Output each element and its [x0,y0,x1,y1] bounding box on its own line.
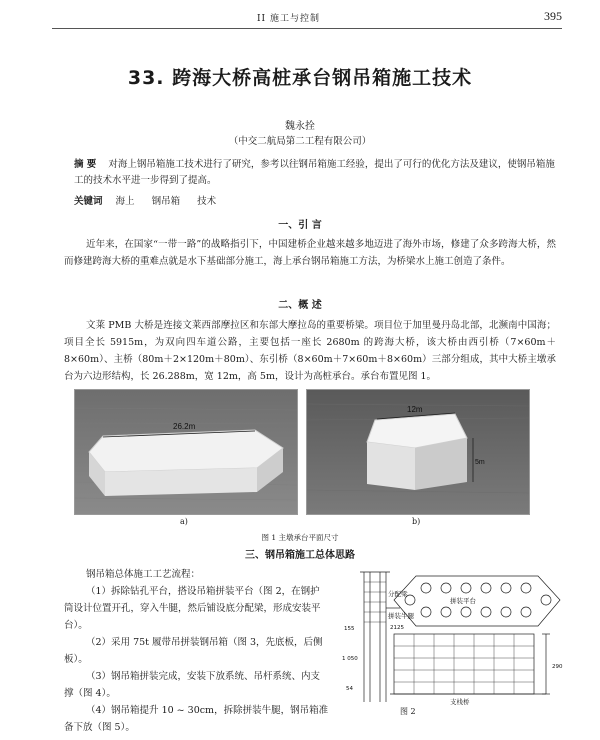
section-heading-approach: 三、钢吊箱施工总体思路 [245,550,355,561]
process-step: （4）钢吊箱提升 10 ~ 30cm，拆除拼装牛腿，钢吊箱准备下放（图 5）。 [64,705,329,733]
figure1-caption: 图 1 主墩承台平面尺寸 [261,533,339,542]
assembly-platform-drawing [340,568,570,708]
label-beam: 分配梁 [388,590,408,598]
figure2-caption: 图 2 [400,707,416,716]
abstract-text: 对海上钢吊箱施工技术进行了研究，参考以往钢吊箱施工经验，提出了可行的优化方法及建议，使钢吊箱施工的技术水平进一步得到了提高。 [74,159,555,186]
process-intro: 钢吊箱总体施工工艺流程： [86,569,201,580]
dim-290: 290 [552,664,563,670]
abstract [74,157,556,189]
process-step: （3）钢吊箱拼装完成，安装下放系统、吊杆系统、内支撑（图 4）。 [64,671,321,699]
figure1-photo-b [306,389,530,515]
affiliation: （中交二航局第二工程有限公司） [228,136,372,147]
process-steps [64,566,329,736]
label-bracket: 拼装牛腿 [388,612,414,620]
article-title: 33. 跨海大桥高桩承台钢吊箱施工技术 [127,67,473,89]
figure1-b-dimension-side: 5m [475,459,485,466]
pile-cap-render-b [307,390,529,514]
abstract-label: 摘 要 [74,159,97,170]
dim-2125: 2125 [390,625,404,631]
pile-cap-render-a [75,390,297,514]
author: 魏永拴 [285,121,315,132]
figure1-b-dimension-top: 12m [407,405,423,414]
dim-54: 54 [346,686,353,692]
header-section: II 施工与控制 [257,14,320,24]
keywords-label: 关键词 [74,196,103,207]
keywords [74,193,230,207]
keyword: 钢吊箱 [151,196,181,207]
label-trestle: 支栈桥 [450,698,470,706]
keyword: 技术 [197,196,217,207]
section-heading-intro: 一、引 言 [278,220,322,231]
dim-155: 155 [344,626,355,632]
page-number: 395 [544,9,562,23]
intro-paragraph: 近年来，在国家“一带一路”的战略指引下，中国建桥企业越来越多地迈进了海外市场，修建了众多跨海大桥，然而修建跨海大桥的重难点就是水下基础部分施工，海上承台钢吊箱施工方法，为桥梁水上施工创造了条件。 [64,239,556,267]
keyword: 海上 [115,196,135,207]
section-heading-overview: 二、概 述 [278,300,322,311]
figure1-a-label: a) [180,517,188,526]
process-step: （1）拆除钻孔平台，搭设吊箱拼装平台（图 2，在钢护筒设计位置开孔，穿入牛腿，然后铺设底分配梁，形成安装平台）。 [64,586,321,631]
figure2-drawing [340,568,570,708]
figure1-photo-a [74,389,298,515]
process-step: （2）采用 75t 履带吊拼装钢吊箱（图 3，先底板，后侧板）。 [64,637,323,665]
label-platform: 拼装平台 [450,597,476,605]
figure1-b-label: b) [412,517,421,526]
running-header [52,8,562,29]
dim-1050: 1 050 [342,656,358,662]
overview-paragraph: 文莱 PMB 大桥是连接文莱西部摩拉区和东部大摩拉岛的重要桥梁。项目位于加里曼丹岛北部，北濒南中国海；项目全长 5915m，为双向四车道公路，主要包括一座长 2680m 的跨海大桥，该大桥由西引桥（7×60m＋8×60m）、主桥（80m＋2×120m＋80m）、东引桥（8×60m＋7×60m＋8×60m）三部分组成，其中大桥主墩承台为六边形结构，长 26.288m，宽 12m，高 5m，设计为高桩承台。承台布置见图 1。 [64,320,556,382]
figure1-a-dimension: 26.2m [173,422,196,431]
